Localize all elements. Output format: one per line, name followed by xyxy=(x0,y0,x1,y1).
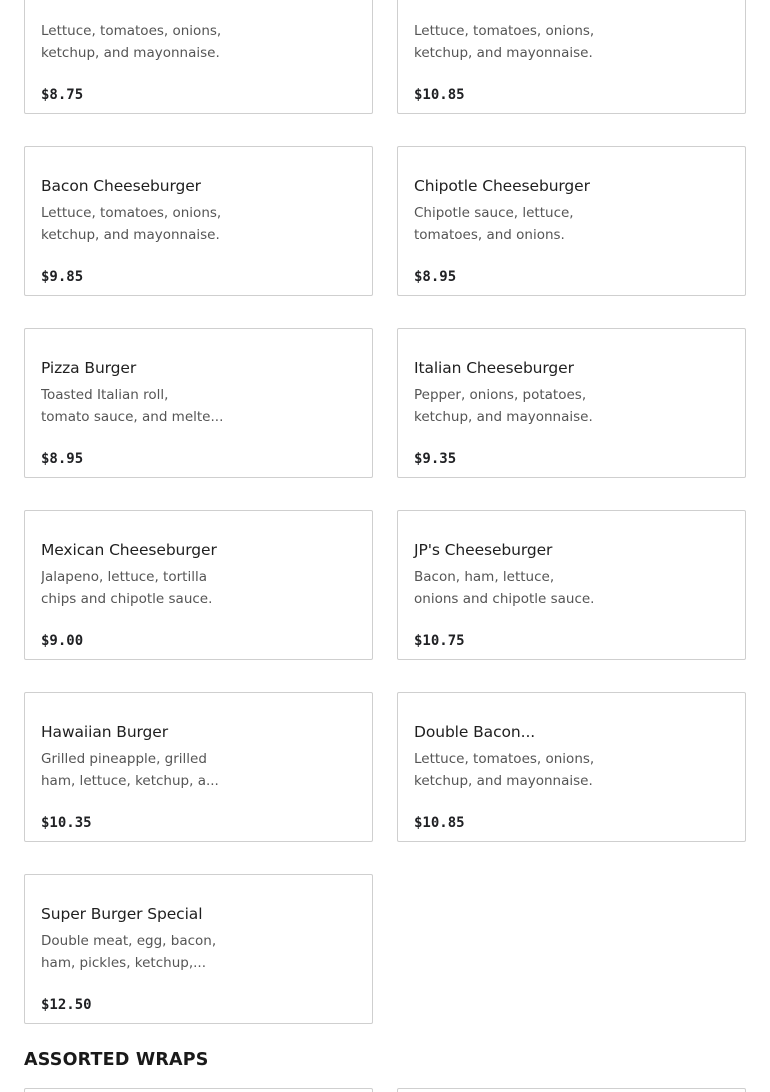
menu-item-card[interactable] xyxy=(397,0,746,114)
menu-item-price: $10.35 xyxy=(41,815,92,831)
menu-item-price: $10.85 xyxy=(414,815,465,831)
menu-item-price: $8.75 xyxy=(41,87,84,103)
menu-item-card[interactable] xyxy=(397,1088,746,1092)
menu-item-card[interactable] xyxy=(24,510,373,660)
menu-item-name: Double Bacon... xyxy=(414,723,536,741)
menu-item-description: Double meat, egg, bacon, ham, pickles, ketchup,... xyxy=(41,933,217,971)
menu-item-description: Lettuce, tomatoes, onions, ketchup, and mayonnaise. xyxy=(41,205,222,243)
menu-item-name: Hawaiian Burger xyxy=(41,723,168,741)
menu-item-description: Pepper, onions, potatoes, ketchup, and mayonnaise. xyxy=(414,387,593,425)
menu-item-card[interactable] xyxy=(397,692,746,842)
menu-item-card[interactable] xyxy=(24,874,373,1024)
menu-items-grid xyxy=(24,0,746,1024)
menu-item-name: JP's Cheeseburger xyxy=(414,541,553,559)
menu-item-card[interactable] xyxy=(24,1088,373,1092)
menu-item-price: $8.95 xyxy=(414,269,457,285)
menu-item-description: Chipotle sauce, lettuce, tomatoes, and onions. xyxy=(414,205,574,243)
menu-item-description: Lettuce, tomatoes, onions, ketchup, and mayonnaise. xyxy=(41,23,222,61)
menu-item-description: Lettuce, tomatoes, onions, ketchup, and mayonnaise. xyxy=(414,751,595,789)
menu-item-name: Pizza Burger xyxy=(41,359,137,377)
menu-item-name xyxy=(414,0,729,15)
menu-item-description: Bacon, ham, lettuce, onions and chipotle sauce. xyxy=(414,569,595,607)
menu-item-name: Chipotle Cheeseburger xyxy=(414,177,590,195)
menu-item-description: Jalapeno, lettuce, tortilla chips and chipotle sauce. xyxy=(41,569,213,607)
menu-item-price: $9.00 xyxy=(41,633,84,649)
menu-item-name: Italian Cheeseburger xyxy=(414,359,574,377)
menu-item-price: $12.50 xyxy=(41,997,92,1013)
menu-item-price: $9.85 xyxy=(41,269,84,285)
menu-item-price: $10.75 xyxy=(414,633,465,649)
section-heading: ASSORTED WRAPS xyxy=(24,1050,209,1070)
menu-item-card[interactable] xyxy=(24,0,373,114)
menu-item-card[interactable] xyxy=(397,328,746,478)
menu-item-price: $10.85 xyxy=(414,87,465,103)
menu-item-name xyxy=(41,0,356,15)
menu-item-price: $9.35 xyxy=(414,451,457,467)
menu-item-description: Lettuce, tomatoes, onions, ketchup, and mayonnaise. xyxy=(414,23,595,61)
menu-item-name: Bacon Cheeseburger xyxy=(41,177,201,195)
menu-item-description: Grilled pineapple, grilled ham, lettuce, ketchup, a... xyxy=(41,751,219,789)
menu-item-card[interactable] xyxy=(24,692,373,842)
menu-item-name: Super Burger Special xyxy=(41,905,203,923)
menu-item-price: $8.95 xyxy=(41,451,84,467)
menu-item-card[interactable] xyxy=(397,510,746,660)
menu-item-card[interactable] xyxy=(397,146,746,296)
menu-item-description: Toasted Italian roll, tomato sauce, and melte... xyxy=(41,387,224,425)
menu-item-card[interactable] xyxy=(24,328,373,478)
menu-item-card[interactable] xyxy=(24,146,373,296)
menu-item-name: Mexican Cheeseburger xyxy=(41,541,217,559)
